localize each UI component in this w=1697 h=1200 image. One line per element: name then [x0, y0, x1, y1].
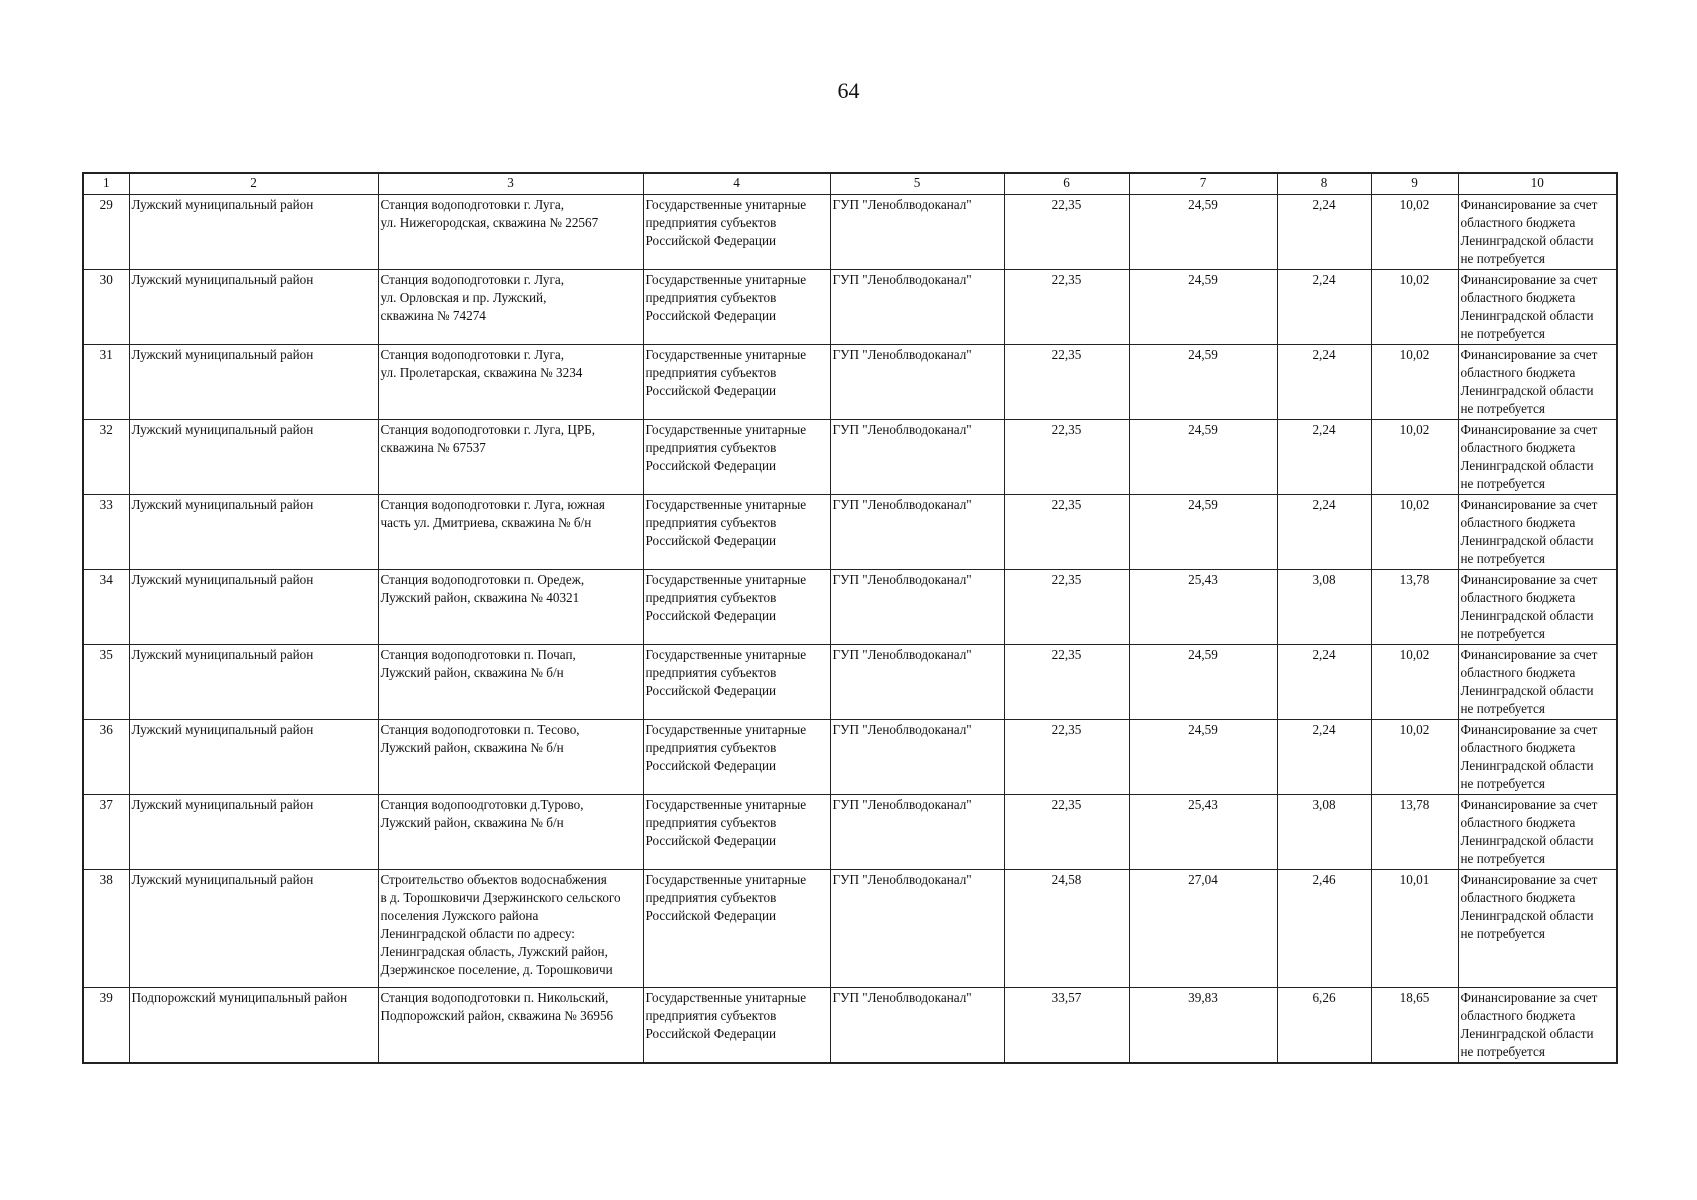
- note-cell: Финансирование за счет областного бюджета Ленинградской области не потребуется: [1458, 795, 1617, 870]
- organization-cell: ГУП "Леноблводоканал": [830, 420, 1004, 495]
- district-cell: Лужский муниципальный район: [129, 720, 378, 795]
- column-header: 7: [1129, 173, 1277, 195]
- note-cell: Финансирование за счет областного бюджета Ленинградской области не потребуется: [1458, 988, 1617, 1064]
- row-number: 32: [83, 420, 129, 495]
- district-cell: Лужский муниципальный район: [129, 420, 378, 495]
- table-row: [83, 870, 1617, 988]
- district-cell: Лужский муниципальный район: [129, 870, 378, 988]
- organization-cell: ГУП "Леноблводоканал": [830, 570, 1004, 645]
- org-type-cell: Государственные унитарные предприятия субъектов Российской Федерации: [643, 345, 830, 420]
- value-cell-8: 3,08: [1277, 795, 1371, 870]
- value-cell-9: 10,02: [1371, 270, 1458, 345]
- value-cell-6: 22,35: [1004, 570, 1129, 645]
- note-cell: Финансирование за счет областного бюджета Ленинградской области не потребуется: [1458, 195, 1617, 270]
- table-row: [83, 270, 1617, 345]
- column-header: 8: [1277, 173, 1371, 195]
- value-cell-6: 22,35: [1004, 195, 1129, 270]
- district-cell: Лужский муниципальный район: [129, 195, 378, 270]
- value-cell-8: 2,24: [1277, 195, 1371, 270]
- value-cell-8: 6,26: [1277, 988, 1371, 1064]
- row-number: 33: [83, 495, 129, 570]
- row-number: 29: [83, 195, 129, 270]
- value-cell-7: 24,59: [1129, 345, 1277, 420]
- district-cell: Лужский муниципальный район: [129, 645, 378, 720]
- value-cell-6: 22,35: [1004, 420, 1129, 495]
- org-type-cell: Государственные унитарные предприятия субъектов Российской Федерации: [643, 270, 830, 345]
- value-cell-6: 22,35: [1004, 720, 1129, 795]
- row-number: 31: [83, 345, 129, 420]
- note-cell: Финансирование за счет областного бюджета Ленинградской области не потребуется: [1458, 645, 1617, 720]
- value-cell-6: 22,35: [1004, 345, 1129, 420]
- value-cell-9: 10,02: [1371, 345, 1458, 420]
- note-cell: Финансирование за счет областного бюджета Ленинградской области не потребуется: [1458, 420, 1617, 495]
- value-cell-9: 10,02: [1371, 195, 1458, 270]
- organization-cell: ГУП "Леноблводоканал": [830, 495, 1004, 570]
- table-row: [83, 988, 1617, 1064]
- object-cell: Станция водоподготовки п. Тесово, Лужский район, скважина № б/н: [378, 720, 643, 795]
- value-cell-7: 25,43: [1129, 795, 1277, 870]
- table-row: [83, 345, 1617, 420]
- organization-cell: ГУП "Леноблводоканал": [830, 870, 1004, 988]
- value-cell-9: 18,65: [1371, 988, 1458, 1064]
- row-number: 36: [83, 720, 129, 795]
- note-cell: Финансирование за счет областного бюджета Ленинградской области не потребуется: [1458, 345, 1617, 420]
- note-cell: Финансирование за счет областного бюджета Ленинградской области не потребуется: [1458, 570, 1617, 645]
- table-row: [83, 795, 1617, 870]
- value-cell-7: 24,59: [1129, 195, 1277, 270]
- org-type-cell: Государственные унитарные предприятия субъектов Российской Федерации: [643, 420, 830, 495]
- object-cell: Строительство объектов водоснабжения в д. Торошковичи Дзержинского сельского поселения Лужского района Ленинградской области по адресу: Ленинградская область, Лужский район, Дзержинское поселение, д. Торошковичи: [378, 870, 643, 988]
- value-cell-7: 25,43: [1129, 570, 1277, 645]
- value-cell-7: 27,04: [1129, 870, 1277, 988]
- value-cell-8: 2,24: [1277, 420, 1371, 495]
- district-cell: Лужский муниципальный район: [129, 345, 378, 420]
- value-cell-7: 39,83: [1129, 988, 1277, 1064]
- column-header: 10: [1458, 173, 1617, 195]
- object-cell: Станция водоподготовки п. Оредеж, Лужский район, скважина № 40321: [378, 570, 643, 645]
- org-type-cell: Государственные унитарные предприятия субъектов Российской Федерации: [643, 495, 830, 570]
- value-cell-7: 24,59: [1129, 495, 1277, 570]
- value-cell-8: 2,24: [1277, 495, 1371, 570]
- column-header: 3: [378, 173, 643, 195]
- row-number: 39: [83, 988, 129, 1064]
- value-cell-9: 10,02: [1371, 420, 1458, 495]
- value-cell-6: 22,35: [1004, 645, 1129, 720]
- org-type-cell: Государственные унитарные предприятия субъектов Российской Федерации: [643, 870, 830, 988]
- value-cell-9: 10,02: [1371, 495, 1458, 570]
- object-cell: Станция водоподготовки г. Луга, ЦРБ, скважина № 67537: [378, 420, 643, 495]
- column-header: 9: [1371, 173, 1458, 195]
- district-cell: Лужский муниципальный район: [129, 495, 378, 570]
- column-header: 5: [830, 173, 1004, 195]
- header-row: [83, 173, 1617, 195]
- column-header: 2: [129, 173, 378, 195]
- value-cell-9: 10,02: [1371, 720, 1458, 795]
- organization-cell: ГУП "Леноблводоканал": [830, 270, 1004, 345]
- row-number: 30: [83, 270, 129, 345]
- object-cell: Станция водоподготовки п. Почап, Лужский район, скважина № б/н: [378, 645, 643, 720]
- row-number: 38: [83, 870, 129, 988]
- note-cell: Финансирование за счет областного бюджета Ленинградской области не потребуется: [1458, 495, 1617, 570]
- object-cell: Станция водоподготовки г. Луга, ул. Пролетарская, скважина № 3234: [378, 345, 643, 420]
- value-cell-8: 2,24: [1277, 270, 1371, 345]
- table-row: [83, 570, 1617, 645]
- value-cell-8: 3,08: [1277, 570, 1371, 645]
- column-header: 1: [83, 173, 129, 195]
- value-cell-7: 24,59: [1129, 645, 1277, 720]
- organization-cell: ГУП "Леноблводоканал": [830, 720, 1004, 795]
- object-cell: Станция водоподготовки г. Луга, ул. Орловская и пр. Лужский, скважина № 74274: [378, 270, 643, 345]
- value-cell-9: 13,78: [1371, 570, 1458, 645]
- org-type-cell: Государственные унитарные предприятия субъектов Российской Федерации: [643, 988, 830, 1064]
- note-cell: Финансирование за счет областного бюджета Ленинградской области не потребуется: [1458, 270, 1617, 345]
- row-number: 34: [83, 570, 129, 645]
- org-type-cell: Государственные унитарные предприятия субъектов Российской Федерации: [643, 720, 830, 795]
- table-row: [83, 420, 1617, 495]
- value-cell-9: 10,02: [1371, 645, 1458, 720]
- object-cell: Станция водопоодготовки д.Турово, Лужский район, скважина № б/н: [378, 795, 643, 870]
- value-cell-9: 10,01: [1371, 870, 1458, 988]
- value-cell-6: 24,58: [1004, 870, 1129, 988]
- value-cell-8: 2,46: [1277, 870, 1371, 988]
- value-cell-9: 13,78: [1371, 795, 1458, 870]
- table-row: [83, 720, 1617, 795]
- value-cell-6: 22,35: [1004, 795, 1129, 870]
- row-number: 37: [83, 795, 129, 870]
- column-header: 6: [1004, 173, 1129, 195]
- value-cell-6: 33,57: [1004, 988, 1129, 1064]
- organization-cell: ГУП "Леноблводоканал": [830, 988, 1004, 1064]
- object-cell: Станция водоподготовки п. Никольский, Подпорожский район, скважина № 36956: [378, 988, 643, 1064]
- value-cell-6: 22,35: [1004, 270, 1129, 345]
- object-cell: Станция водоподготовки г. Луга, южная часть ул. Дмитриева, скважина № б/н: [378, 495, 643, 570]
- district-cell: Лужский муниципальный район: [129, 270, 378, 345]
- table-row: [83, 195, 1617, 270]
- table-row: [83, 495, 1617, 570]
- organization-cell: ГУП "Леноблводоканал": [830, 195, 1004, 270]
- column-header: 4: [643, 173, 830, 195]
- value-cell-7: 24,59: [1129, 420, 1277, 495]
- table-row: [83, 645, 1617, 720]
- organization-cell: ГУП "Леноблводоканал": [830, 795, 1004, 870]
- note-cell: Финансирование за счет областного бюджета Ленинградской области не потребуется: [1458, 720, 1617, 795]
- organization-cell: ГУП "Леноблводоканал": [830, 645, 1004, 720]
- value-cell-7: 24,59: [1129, 270, 1277, 345]
- value-cell-8: 2,24: [1277, 720, 1371, 795]
- note-cell: Финансирование за счет областного бюджета Ленинградской области не потребуется: [1458, 870, 1617, 988]
- data-table: [82, 172, 1618, 1064]
- row-number: 35: [83, 645, 129, 720]
- object-cell: Станция водоподготовки г. Луга, ул. Нижегородская, скважина № 22567: [378, 195, 643, 270]
- page-number: 64: [837, 78, 860, 103]
- value-cell-7: 24,59: [1129, 720, 1277, 795]
- district-cell: Лужский муниципальный район: [129, 570, 378, 645]
- value-cell-6: 22,35: [1004, 495, 1129, 570]
- value-cell-8: 2,24: [1277, 345, 1371, 420]
- org-type-cell: Государственные унитарные предприятия субъектов Российской Федерации: [643, 195, 830, 270]
- org-type-cell: Государственные унитарные предприятия субъектов Российской Федерации: [643, 795, 830, 870]
- organization-cell: ГУП "Леноблводоканал": [830, 345, 1004, 420]
- value-cell-8: 2,24: [1277, 645, 1371, 720]
- district-cell: Лужский муниципальный район: [129, 795, 378, 870]
- org-type-cell: Государственные унитарные предприятия субъектов Российской Федерации: [643, 645, 830, 720]
- org-type-cell: Государственные унитарные предприятия субъектов Российской Федерации: [643, 570, 830, 645]
- district-cell: Подпорожский муниципальный район: [129, 988, 378, 1064]
